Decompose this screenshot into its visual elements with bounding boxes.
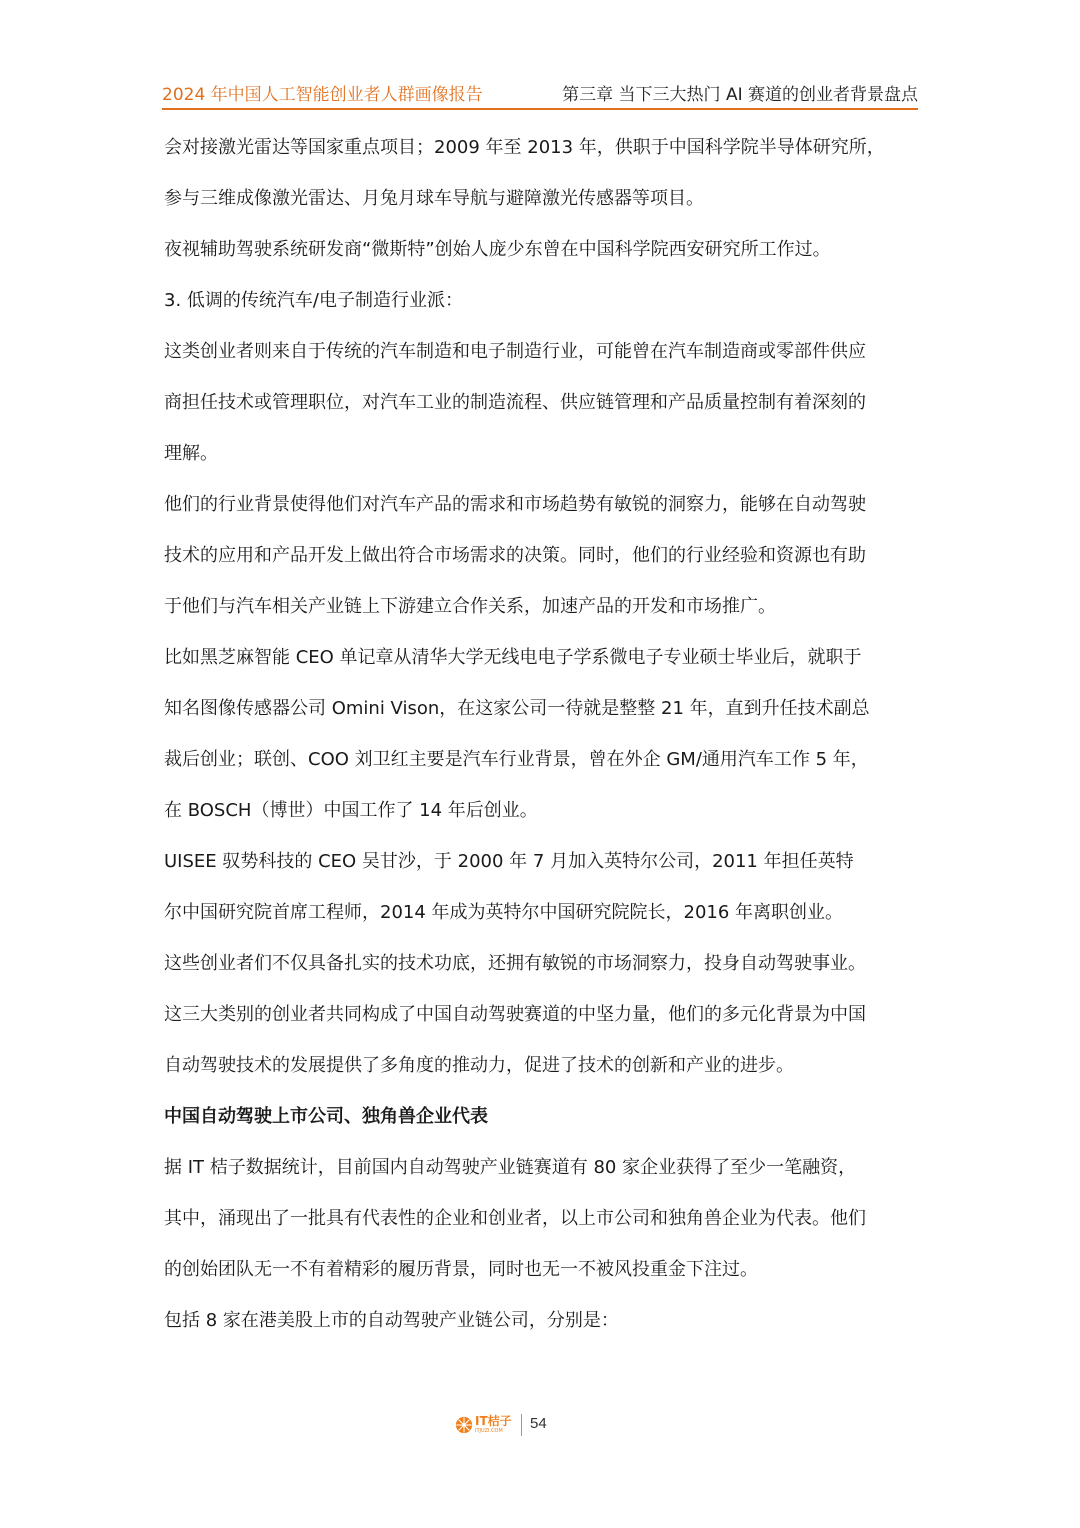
page-header: [162, 78, 918, 110]
logo-text: IT桔子: [475, 1414, 512, 1428]
body-line: 夜视辅助驾驶系统研发商“微斯特”创始人庞少东曾在中国科学院西安研究所工作过。: [164, 239, 831, 260]
orange-slice-icon: [455, 1416, 473, 1434]
body-line: 的创始团队无一不有着精彩的履历背景，同时也无一不被风投重金下注过。: [164, 1259, 758, 1280]
itjuzi-logo: [455, 1414, 523, 1438]
body-line: 这些创业者们不仅具备扎实的技术功底，还拥有敏锐的市场洞察力，投身自动驾驶事业。: [164, 953, 866, 974]
header-divider: [162, 108, 918, 110]
footer-divider: [521, 1414, 522, 1436]
body-line: 这三大类别的创业者共同构成了中国自动驾驶赛道的中坚力量，他们的多元化背景为中国: [164, 1004, 866, 1025]
body-line: 于他们与汽车相关产业链上下游建立合作关系，加速产品的开发和市场推广。: [164, 596, 776, 617]
body-line: 知名图像传感器公司 Omini Vison，在这家公司一待就是整整 21 年，直到升任技术副总: [164, 698, 870, 719]
body-line: 包括 8 家在港美股上市的自动驾驶产业链公司，分别是：: [164, 1310, 619, 1331]
logo-subtext: ITJUZI.COM: [475, 1428, 503, 1434]
body-line: 在 BOSCH（博世）中国工作了 14 年后创业。: [164, 800, 538, 821]
page-number: 54: [530, 1415, 547, 1432]
report-title: 2024 年中国人工智能创业者人群画像报告: [162, 85, 483, 105]
body-line: UISEE 驭势科技的 CEO 吴甘沙，于 2000 年 7 月加入英特尔公司，2011 年担任英特: [164, 851, 854, 872]
body-line: 技术的应用和产品开发上做出符合市场需求的决策。同时，他们的行业经验和资源也有助: [164, 545, 866, 566]
body-line: 据 IT 桔子数据统计，目前国内自动驾驶产业链赛道有 80 家企业获得了至少一笔融资，: [164, 1157, 857, 1178]
body-line: 参与三维成像激光雷达、月兔月球车导航与避障激光传感器等项目。: [164, 188, 704, 209]
section-subheading: 3. 低调的传统汽车/电子制造行业派：: [164, 290, 463, 311]
body-line: 尔中国研究院首席工程师，2014 年成为英特尔中国研究院院长，2016 年离职创业。: [164, 902, 844, 923]
body-line: 商担任技术或管理职位，对汽车工业的制造流程、供应链管理和产品质量控制有着深刻的: [164, 392, 866, 413]
section-heading: 中国自动驾驶上市公司、独角兽企业代表: [164, 1106, 488, 1127]
page-footer: [0, 1410, 1080, 1440]
body-line: 这类创业者则来自于传统的汽车制造和电子制造行业，可能曾在汽车制造商或零部件供应: [164, 341, 866, 362]
body-line: 裁后创业；联创、COO 刘卫红主要是汽车行业背景，曾在外企 GM/通用汽车工作 5 年，: [164, 749, 869, 770]
body-line: 其中，涌现出了一批具有代表性的企业和创业者，以上市公司和独角兽企业为代表。他们: [164, 1208, 866, 1229]
body-line: 理解。: [164, 443, 218, 464]
body-text: [164, 131, 916, 1355]
body-line: 自动驾驶技术的发展提供了多角度的推动力，促进了技术的创新和产业的进步。: [164, 1055, 794, 1076]
body-line: 比如黑芝麻智能 CEO 单记章从清华大学无线电电子学系微电子专业硕士毕业后，就职于: [164, 647, 862, 668]
body-line: 会对接激光雷达等国家重点项目；2009 年至 2013 年，供职于中国科学院半导体研究所，: [164, 137, 885, 158]
chapter-title: 第三章 当下三大热门 AI 赛道的创业者背景盘点: [562, 85, 918, 105]
body-line: 他们的行业背景使得他们对汽车产品的需求和市场趋势有敏锐的洞察力，能够在自动驾驶: [164, 494, 866, 515]
